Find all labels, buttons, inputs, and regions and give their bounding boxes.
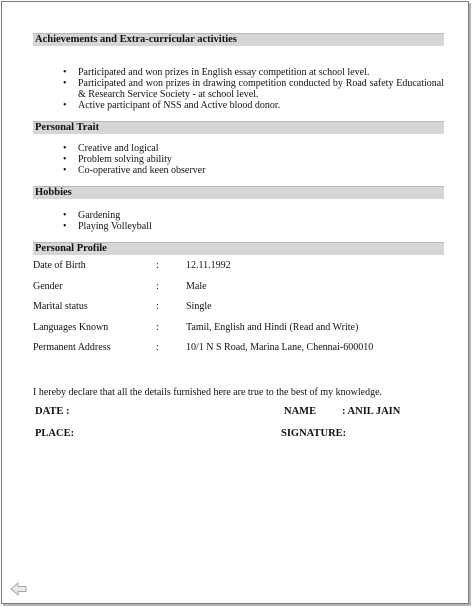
name-value: : ANIL JAIN [342, 405, 401, 417]
bullet-icon: • [63, 143, 67, 154]
profile-value: 12.11.1992 [186, 260, 231, 271]
traits-list [33, 143, 444, 176]
profile-value: Single [186, 301, 212, 312]
list-item: • Gardening [63, 210, 121, 221]
profile-separator: : [156, 321, 159, 333]
profile-separator: : [156, 342, 159, 353]
list-item: • Creative and logical [63, 143, 159, 154]
bullet-icon: • [63, 78, 67, 89]
place-signature-row [33, 428, 444, 440]
list-item: • Co-operative and keen observer [63, 165, 206, 176]
profile-label: Date of Birth [33, 260, 86, 271]
declaration-text: I hereby declare that all the details furnished here are true to the best of my knowledge. [33, 386, 383, 398]
profile-separator: : [156, 280, 159, 292]
bullet-icon: • [63, 100, 67, 111]
profile-separator: : [156, 260, 159, 271]
profile-row-gender [33, 281, 444, 302]
profile-table [33, 260, 444, 363]
section-heading-personal-profile: Personal Profile [33, 242, 444, 255]
signature-label: SIGNATURE: [281, 427, 347, 439]
profile-value: 10/1 N S Road, Marina Lane, Chennai-600010 [186, 342, 374, 353]
date-label: DATE : [35, 405, 70, 417]
profile-value: Male [186, 280, 207, 292]
back-arrow-icon[interactable] [10, 582, 28, 596]
bullet-icon: • [63, 165, 67, 176]
profile-row-permanent-address [33, 342, 444, 363]
bullet-icon: • [63, 221, 67, 232]
resume-page [1, 1, 469, 604]
profile-value: Tamil, English and Hindi (Read and Write) [186, 321, 359, 333]
achievements-list [33, 67, 444, 111]
name-label: NAME [284, 405, 317, 417]
list-item: • Active participant of NSS and Active blood donor. [63, 100, 281, 111]
profile-separator: : [156, 301, 159, 312]
profile-label: Permanent Address [33, 342, 111, 353]
profile-row-languages-known [33, 322, 444, 343]
bullet-icon: • [63, 154, 67, 165]
list-item: • Participated and won prizes in drawing competition conducted by Road safety Educational & Research Service Society - at school level. [63, 78, 444, 100]
list-item: • Playing Volleyball [63, 221, 152, 232]
section-heading-hobbies: Hobbies [33, 186, 444, 199]
profile-label: Languages Known [33, 321, 109, 333]
profile-label: Marital status [33, 301, 88, 312]
bullet-icon: • [63, 210, 67, 221]
section-heading-achievements: Achievements and Extra-curricular activities [33, 33, 444, 46]
profile-row-date-of-birth [33, 260, 444, 281]
section-heading-personal-trait: Personal Trait [33, 121, 444, 134]
place-label: PLACE: [35, 427, 75, 439]
date-name-row [33, 406, 444, 418]
profile-row-marital-status [33, 301, 444, 322]
bullet-icon: • [63, 67, 67, 78]
resume-content [33, 33, 444, 440]
hobbies-list [33, 210, 444, 232]
list-item: • Problem solving ability [63, 154, 172, 165]
profile-label: Gender [33, 280, 63, 292]
list-item: • Participated and won prizes in English essay competition at school level. [63, 67, 370, 78]
